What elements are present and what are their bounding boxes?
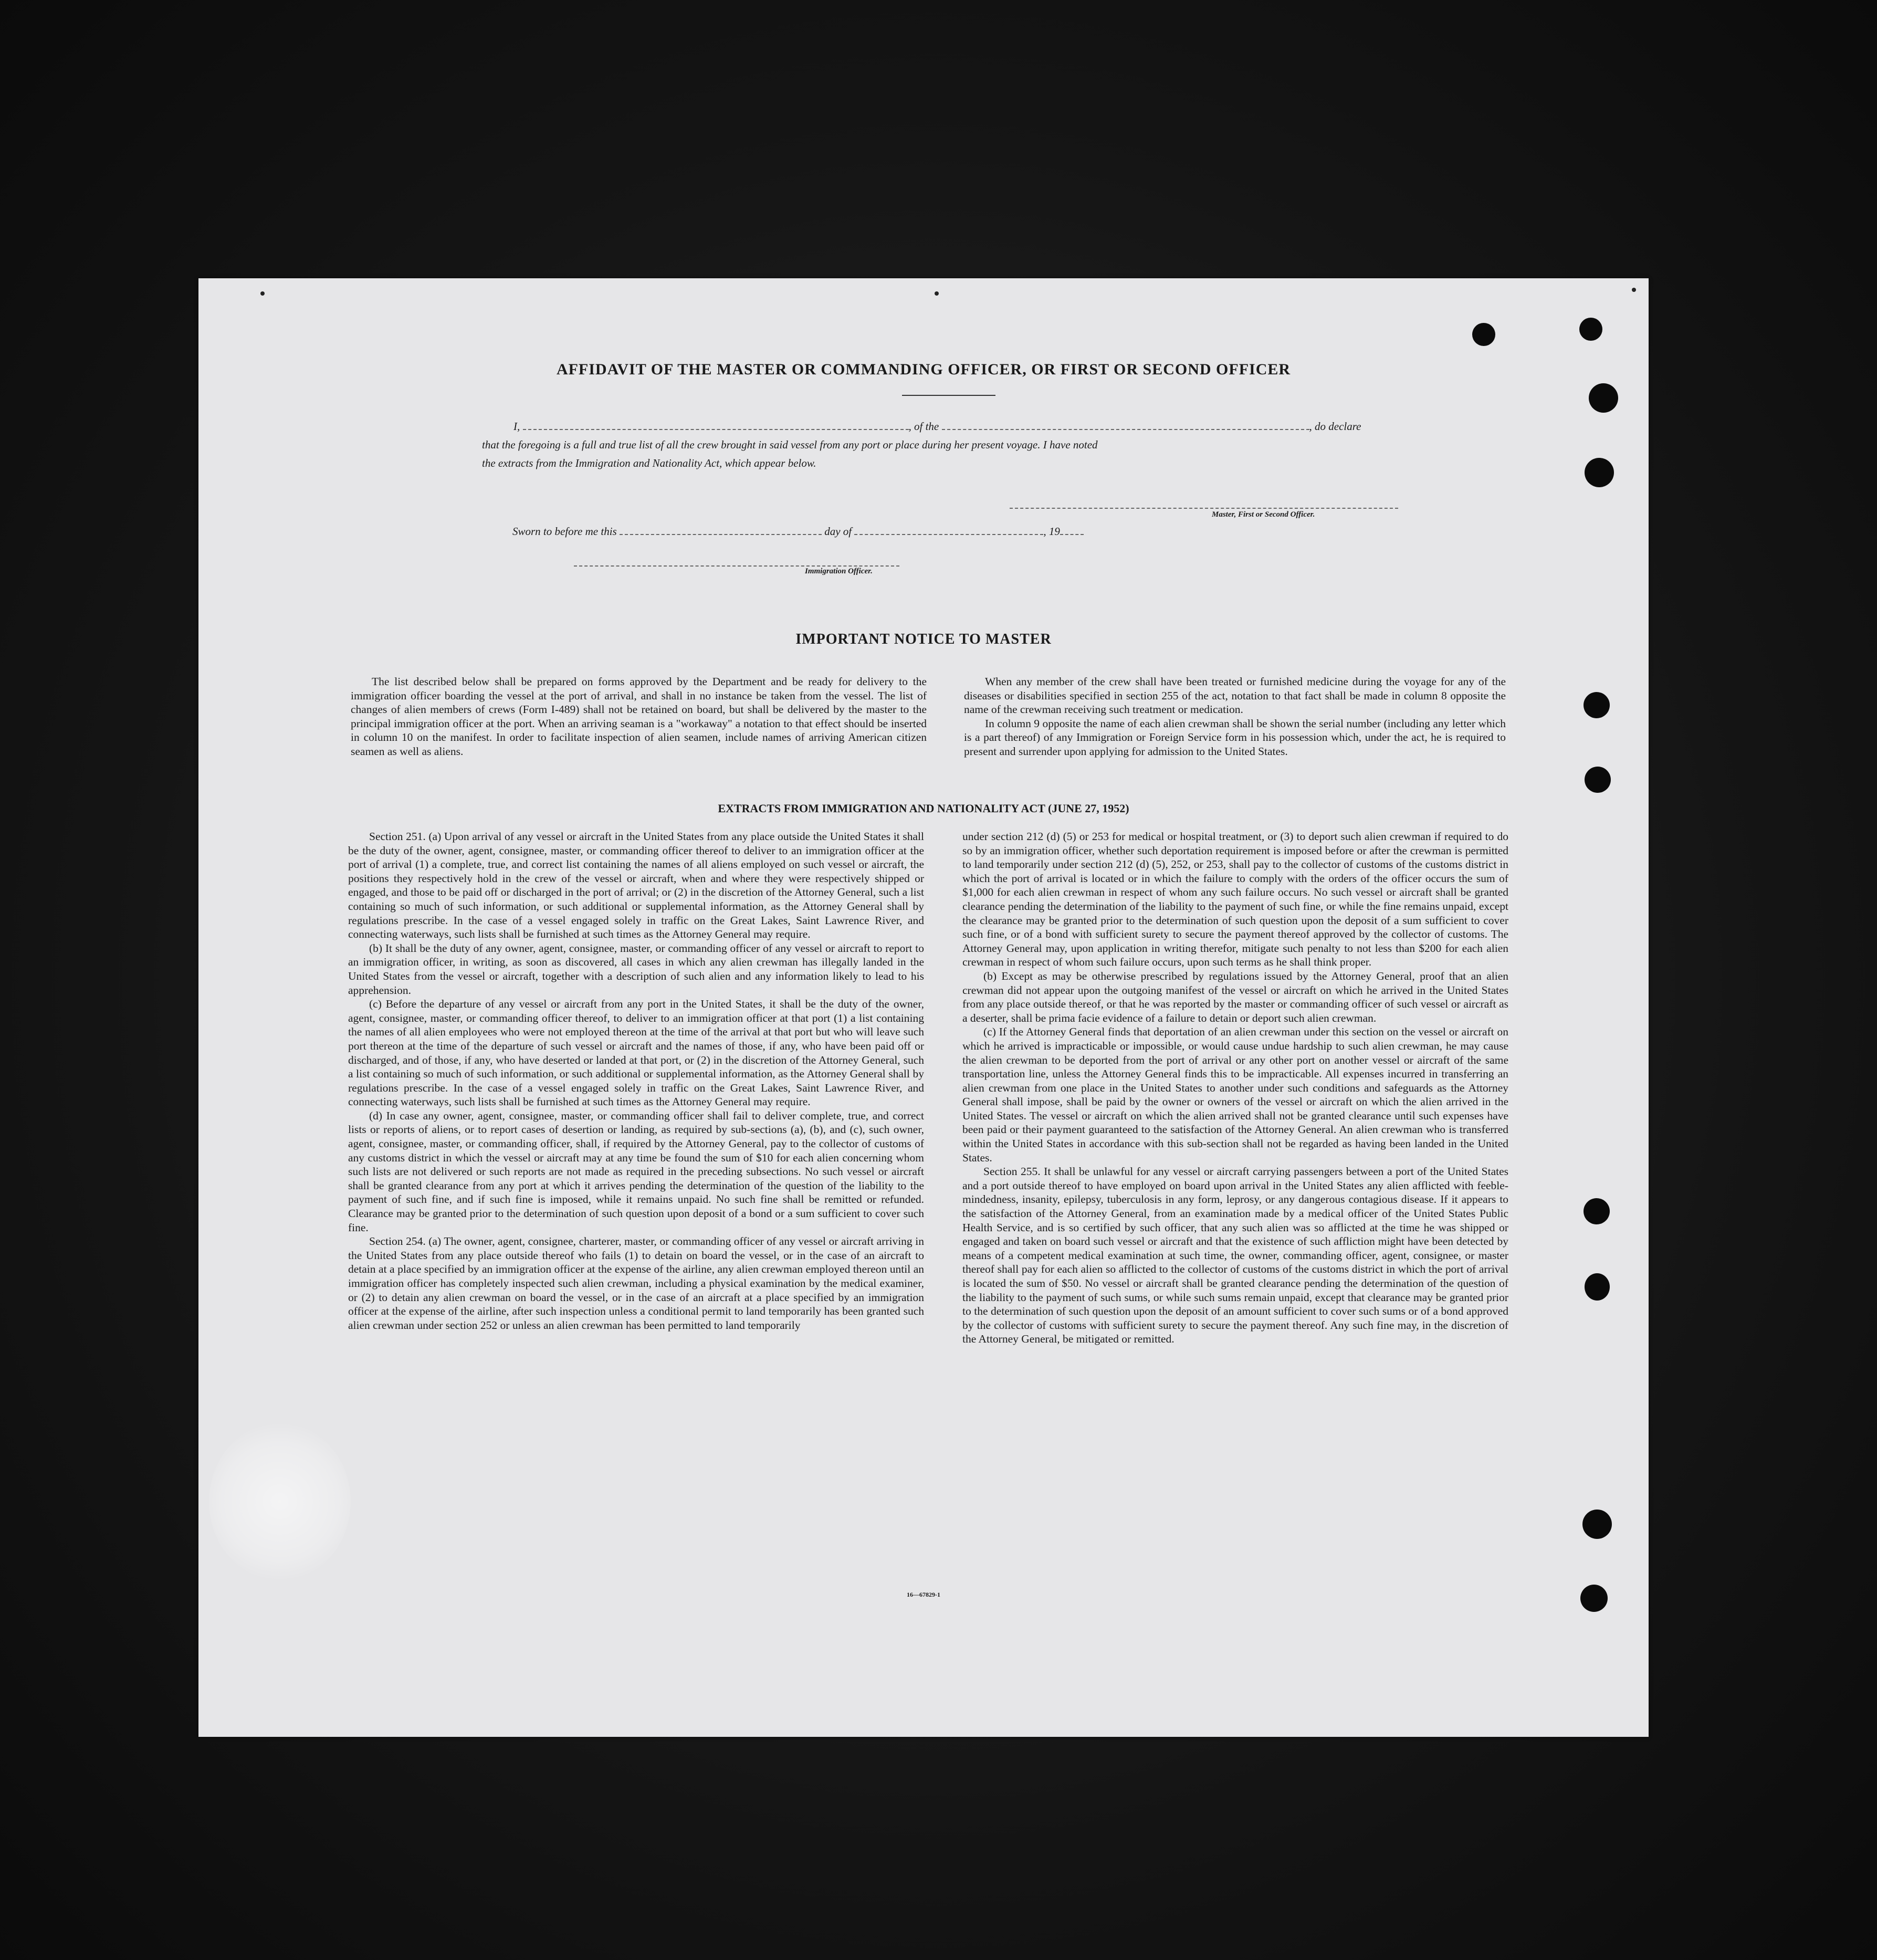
affidavit-title: AFFIDAVIT OF THE MASTER OR COMMANDING OFFICER, OR FIRST OR SECOND OFFICER — [556, 361, 1291, 378]
section-254-a: Section 254. (a) The owner, agent, consignee, charterer, master, or commanding officer of any vessel or aircraft arriving in the United States from any place outside thereof who fails (1) to detain on board the vessel, or in the case of an aircraft to detain at a place specified by an immigration officer at the expense of the airline, any alien crewman employed thereon until an immigration officer has completely inspected such alien crewman, including a physical examination by the medical examiner, or (2) to detain any alien crewman on board the vessel, or in the case of an aircraft at a place specified by an immigration officer at the expense of the airline, after such inspection unless a conditional permit to land temporarily has been granted such alien crewman under section 252 or unless an alien crewman has been permitted to land temporarily — [348, 1235, 924, 1332]
extracts-right-column — [962, 830, 1508, 1346]
scan-speck — [935, 291, 939, 296]
punch-hole — [1584, 1198, 1610, 1224]
punch-hole — [1585, 458, 1614, 487]
punch-hole — [1584, 692, 1610, 718]
officer-caption: Immigration Officer. — [805, 567, 873, 575]
declaration-text-2: the extracts from the Immigration and Nationality Act, which appear below. — [482, 457, 816, 469]
section-251-a: Section 251. (a) Upon arrival of any vessel or aircraft in the United States from any place outside the United States it shall be the duty of the owner, agent, consignee, master, or commanding officer thereof to deliver to an immigration officer at the port of arrival (1) a complete, true, and correct list containing the names of all aliens employed on such vessel or aircraft, the positions they respectively hold in the crew of the vessel or aircraft, when and where they were respectively shipped or engaged, and those to be paid off or discharged in the port of arrival; or (2) in the discretion of the Attorney General, such a list containing so much of such information, or such additional or supplemental information, as the Attorney General shall by regulations prescribe. In the case of a vessel engaged solely in traffic on the Great Lakes, Saint Lawrence River, and connecting waterways, such lists shall be furnished at such times as the Attorney General may require. — [348, 830, 924, 941]
punch-hole — [1589, 383, 1618, 413]
section-251-c: (c) Before the departure of any vessel or aircraft from any port in the United States, it shall be the duty of the owner, agent, consignee, master, or commanding officer thereof, to deliver to an immigration officer at that port (1) a list containing the names of all alien employees who were not employed thereon at the time of the arrival at that port but who will leave such port thereon at the time of the departure of such vessel or aircraft and the names of those, if any, who have been paid off or discharged, and of those, if any, who have deserted or landed at that port, or (2) in the discretion of the Attorney General, such a list containing so much of such information, or such additional or supplemental information, as the Attorney General shall by regulations prescribe. In the case of a vessel engaged solely in traffic on the Great Lakes, Saint Lawrence River, and connecting waterways, such lists shall be furnished at such times as the Attorney General may require. — [348, 998, 924, 1108]
section-251-b: (b) It shall be the duty of any owner, agent, consignee, master, or commanding officer of any vessel or aircraft to report to an immigration officer, in writing, as soon as discovered, all cases in which any alien crewman has illegally landed in the United States from the vessel or aircraft, together with a description of such alien and any information likely to lead to his apprehension. — [348, 941, 924, 997]
title-underline — [902, 395, 995, 396]
do-declare-label: , do declare — [1309, 420, 1361, 433]
punch-hole — [1585, 767, 1611, 793]
section-251-d: (d) In case any owner, agent, consignee, master, or commanding officer shall fail to deliver complete, true, and correct lists or reports of aliens, or to report cases of desertion or landing, as required by sub-sections (a), (b), and (c), such owner, agent, consignee, master, or commanding officer, shall, if required by the Attorney General, pay to the collector of customs of any customs district in which the vessel or aircraft may at any time be found the sum of $10 for each alien concerning whom such lists are not delivered or such reports are not made as required in the preceding subsections. No such vessel or aircraft shall be granted clearance from any port at which it arrives pending the determination of the question of the liability to the payment of such fine, and if such fine is imposed, while it remains unpaid. No such fine shall be remitted or refunded. Clearance may be granted prior to the determination of such question upon deposit of a bond or a sum sufficient to cover such fine. — [348, 1109, 924, 1234]
section-254-b: (b) Except as may be otherwise prescribed by regulations issued by the Attorney General, proof that an alien crewman did not appear upon the outgoing manifest of the vessel or aircraft on which he arrived in the United States from any place outside thereof, or that he was reported by the master or commanding officer of such vessel or aircraft as a deserter, shall be prima facie evidence of a failure to detain or deport such alien crewman. — [962, 969, 1508, 1024]
notice-right-column — [964, 675, 1506, 759]
punch-hole — [1585, 1273, 1610, 1301]
sworn-month-field[interactable] — [854, 533, 1043, 535]
notice-title: IMPORTANT NOTICE TO MASTER — [795, 631, 1052, 647]
officer-signature-field[interactable] — [574, 565, 899, 567]
of-the-label: , of the — [908, 420, 939, 433]
punch-hole — [1472, 323, 1495, 346]
vessel-name-field[interactable] — [942, 428, 1309, 430]
scan-speck — [260, 291, 265, 296]
scan-speck — [1632, 288, 1636, 292]
sworn-day-field[interactable] — [620, 533, 822, 535]
declaration-text: that the foregoing is a full and true list of all the crew brought in said vessel from any port or place during her present voyage. I have noted — [482, 438, 1098, 451]
sworn-year-field[interactable] — [1060, 533, 1084, 535]
sworn-label: Sworn to before me this — [512, 525, 617, 538]
master-signature-row — [1010, 499, 1398, 512]
extracts-left-column — [348, 830, 924, 1332]
punch-hole — [1582, 1510, 1612, 1539]
declarant-row — [513, 420, 1432, 433]
form-page — [198, 278, 1649, 1737]
embossed-seal — [209, 1423, 351, 1580]
section-255: Section 255. It shall be unlawful for any vessel or aircraft carrying passengers between a port of the United States and a port outside thereof to have employed on board upon arrival in the United States any alien afflicted with feeble-mindedness, insanity, epilepsy, tuberculosis in any form, leprosy, or any dangerous contagious disease. If it appears to the satisfaction of the Attorney General, from an examination made by a medical officer of the United States Public Health Service, and is so certified by such officer, that any such alien was so afflicted at the time he was shipped or engaged and taken on board such vessel or aircraft and that the existence of such affliction might have been detected by means of a competent medical examination at such time, the owner, commanding officer, agent, consignee, or master thereof shall pay for each alien so afflicted to the collector of customs of the customs district in which the port of arrival is located the sum of $50. No vessel or aircraft shall be granted clearance pending the determination of the question of the liability to the payment of such sums, or while such sums remain unpaid, except that clearance may be granted prior to the determination of such question upon the deposit of an amount sufficient to cover such sums or of a bond approved by the collector of customs with sufficient surety to secure the payment thereof. Any such fine may, in the discretion of the Attorney General, be mitigated or remitted. — [962, 1165, 1508, 1346]
notice-right-paragraph-1: When any member of the crew shall have been treated or furnished medicine during the voyage for any of the diseases or disabilities specified in section 255 of the act, notation to that fact shall be made in column 8 opposite the name of the crewman receiving such treatment or medication. — [964, 675, 1506, 716]
i-label: I, — [513, 420, 520, 433]
notice-left-column — [351, 675, 927, 759]
notice-right-paragraph-2: In column 9 opposite the name of each alien crewman shall be shown the serial number (including any letter which is a part thereof) of any Immigration or Foreign Service form in his possession which, under the act, he is required to present and surrender upon applying for admission to the United States. — [964, 717, 1506, 758]
extracts-title: EXTRACTS FROM IMMIGRATION AND NATIONALITY ACT (JUNE 27, 1952) — [718, 802, 1129, 815]
day-of-label: day of — [824, 525, 852, 538]
notice-left-paragraph: The list described below shall be prepared on forms approved by the Department and be ready for delivery to the immigration officer boarding the vessel at the port of arrival, and shall in no instance be taken from the vessel. The list of changes of alien members of crews (Form I-489) shall not be retained on board, but shall be delivered by the master to the principal immigration officer at the port. When an arriving seaman is a "workaway" a notation to that effect should be inserted in column 10 on the manifest. In order to facilitate inspection of alien seamen, include names of arriving American citizen seamen as well as aliens. — [351, 675, 927, 758]
section-254-c: (c) If the Attorney General finds that deportation of an alien crewman under this section on the vessel or aircraft on which he arrived is impracticable or impossible, or would cause undue hardship to such alien crewman, he may cause the alien crewman to be deported from the port of arrival or any other port on another vessel or aircraft of the same transportation line, unless the Attorney General finds this to be impracticable. All expenses incurred in transferring an alien crewman from one place in the United States to another under such conditions and safeguards as the Attorney General shall impose, shall be paid by the owner or owners of the vessel or aircraft on which the alien arrived in the United States. The vessel or aircraft on which the alien arrived shall not be granted clearance until such expenses have been paid or their payment guaranteed to the satisfaction of the Attorney General. An alien crewman who is transferred within the United States in accordance with this sub-section shall not be regarded as having been landed in the United States. — [962, 1025, 1508, 1164]
declarant-name-field[interactable] — [523, 428, 909, 430]
sworn-row — [512, 525, 1084, 538]
year-label: , 19 — [1043, 525, 1060, 538]
punch-hole — [1579, 318, 1602, 341]
master-caption: Master, First or Second Officer. — [1212, 510, 1315, 519]
form-code: 16—67829-1 — [907, 1591, 940, 1598]
section-254-a-continued: under section 212 (d) (5) or 253 for medical or hospital treatment, or (3) to deport such alien crewman if required to do so by an immigration officer, whether such deportation requirement is imposed before or after the crewman is permitted to land temporarily under section 212 (d) (5), 252, or 253, shall pay to the collector of customs of the customs district in which the port of arrival is located or in which the failure to comply with the orders of the officer occurs the sum of $1,000 for each alien crewman in respect of whom any such failure occurs. No such vessel or aircraft shall be granted clearance pending the determination of the liability to the payment of such fine, or while the fine remains unpaid, except the clearance may be granted prior to the determination of such question upon the deposit of a sum sufficient to cover such fine, or of a bond with sufficient surety to secure the payment thereof approved by the collector of customs. The Attorney General may, upon application in writing therefor, mitigate such penalty to not less than $200 for each alien crewman in respect of whom such failure occurs, upon such terms as he shall think proper. — [962, 830, 1508, 969]
master-signature-field[interactable] — [1010, 507, 1398, 509]
